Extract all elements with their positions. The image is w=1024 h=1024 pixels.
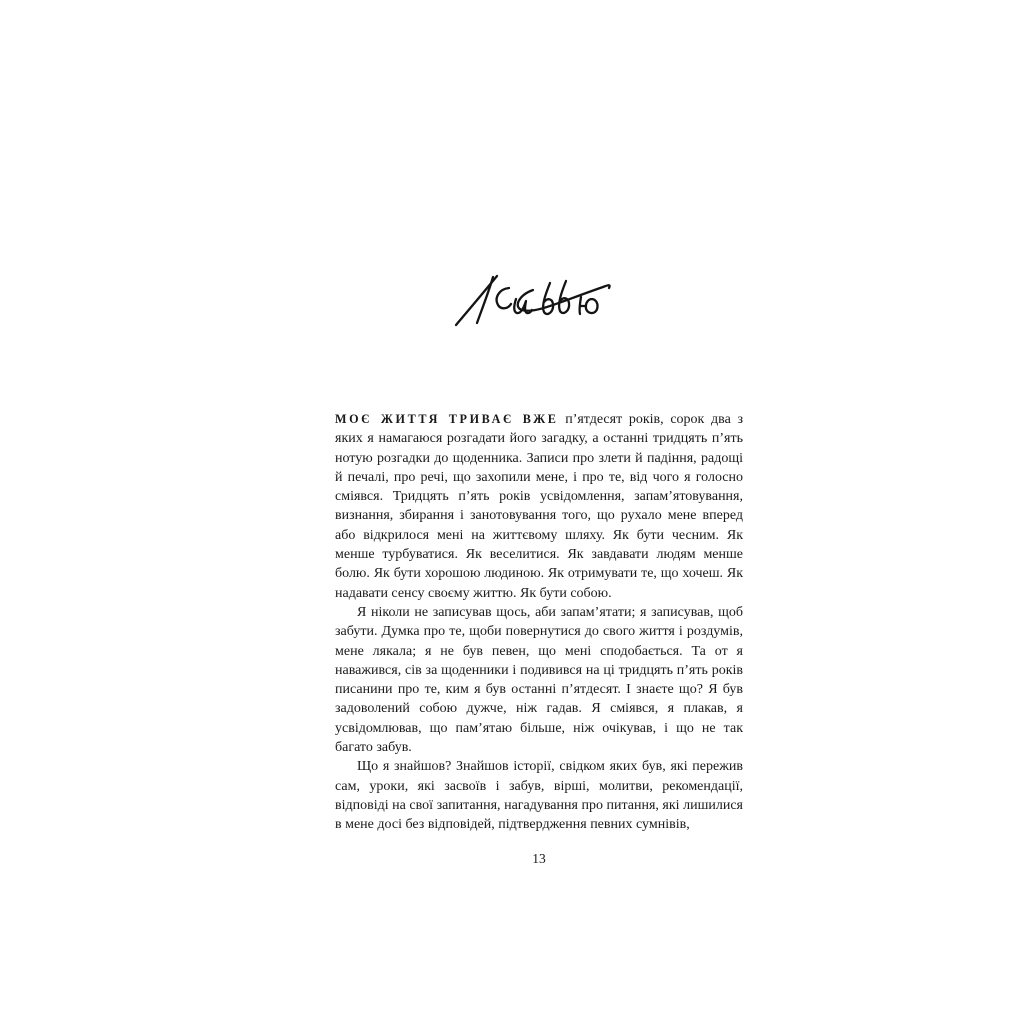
paragraph: Що я знайшов? Знайшов історії, свідком яких був, які пережив сам, уроки, які засвоїв і забув, вірші, молитви, рекомендації, відповіді на свої запитання, нагадування про питання, які лишилися в мене досі без відповідей, підтвердження певних сумнівів, xyxy=(335,759,743,833)
lead-in: МОЄ ЖИТТЯ ТРИВАЄ ВЖЕ xyxy=(335,412,559,426)
handwritten-title-scribble xyxy=(453,268,617,336)
paragraph: МОЄ ЖИТТЯ ТРИВАЄ ВЖЕ п’ятдесят років, сорок два з яких я намагаюся розгадати його загадку, а останні тридцять п’ять нотую розгадки до щоденника. Записи про злети й падіння, радощі й печалі, про речі, що захопили мене, і про те, від чого я голосно сміявся. Тридцять п’ять років усвідомлення, запам’ятовування, визнання, збирання і занотовування того, що рухало мене вперед або відкрилося мені на життєвому шляху. Як бути чесним. Як менше турбуватися. Як веселитися. Як завдавати людям менше болю. Як бути хорошою людиною. Як отримувати те, що хочеш. Як надавати сенсу своєму життю. Як бути собою. xyxy=(335,412,743,601)
text-block xyxy=(335,410,743,835)
handwritten-title xyxy=(453,268,617,336)
page-number: 13 xyxy=(532,851,546,866)
paragraph: Я ніколи не записував щось, аби запам’ятати; я записував, щоб забути. Думка про те, щоби повернутися до свого життя і роздумів, мене лякала; я не був певен, що мені сподобається. Та от я наважився, сів за щоденники і подивився на ці тридцять п’ять років писанини про те, ким я був останні п’ятдесят. І знаєте що? Я був задоволений собою дужче, ніж гадав. Я сміявся, я плакав, я усвідомлював, що пам’ятаю більше, ніж очікував, і що не так багато забув. xyxy=(335,604,743,756)
